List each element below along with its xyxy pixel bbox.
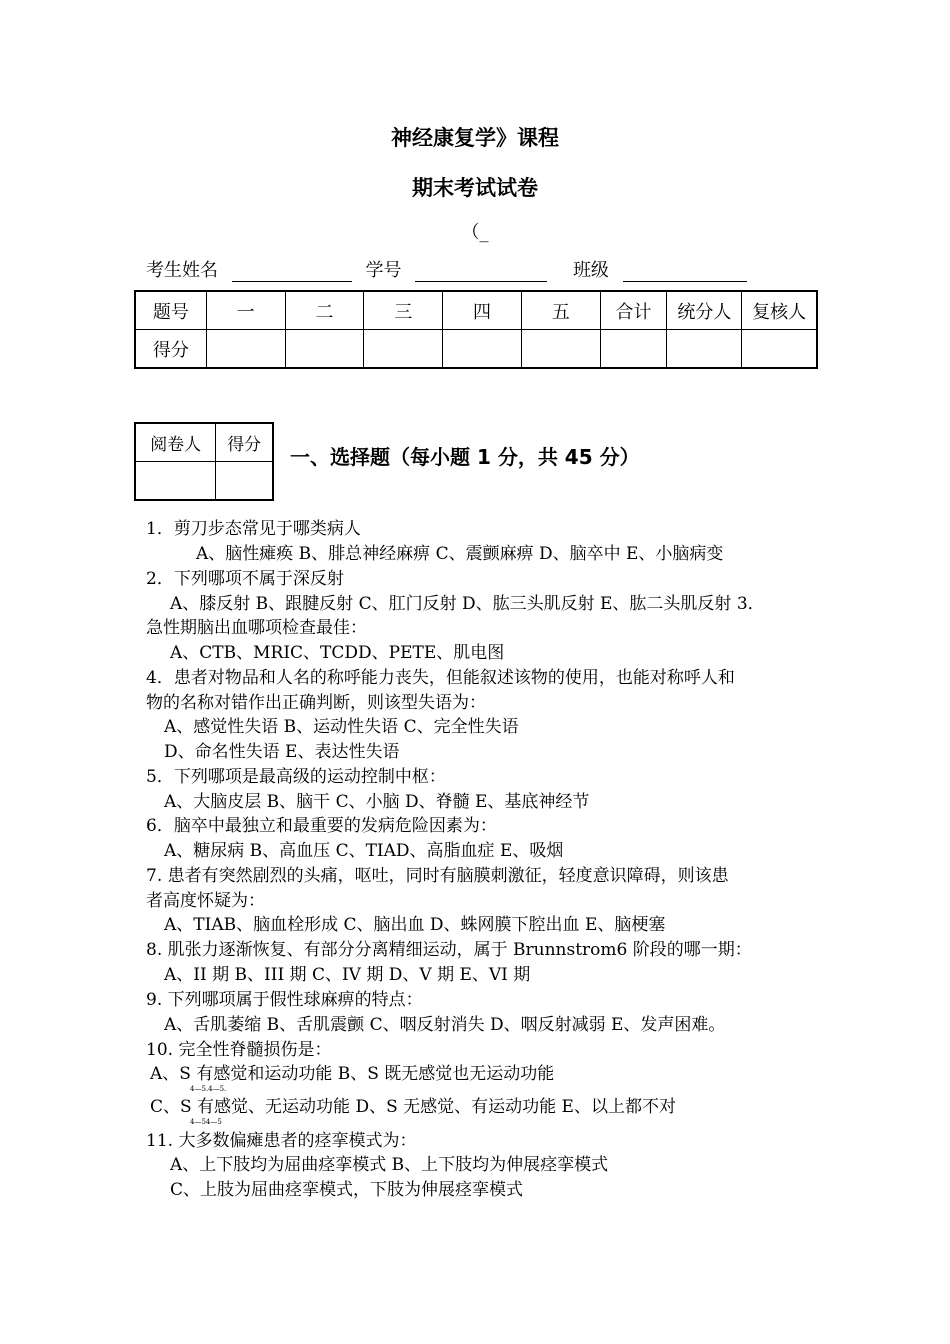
question-line: 6．脑卒中最独立和最重要的发病危险因素为： <box>146 816 497 836</box>
table-cell: 五 <box>521 291 600 330</box>
table-cell: 得分 <box>135 330 206 369</box>
subscript-note: 4—5.4—5. <box>190 1085 227 1093</box>
score-input-cell[interactable] <box>600 330 667 369</box>
answer-options: A、感觉性失语 B、运动性失语 C、完全性失语 <box>164 717 519 737</box>
question-line: 2．下列哪项不属于深反射 <box>146 569 344 589</box>
question-line: 5．下列哪项是最高级的运动控制中枢： <box>146 767 446 787</box>
score-input-cell[interactable] <box>285 330 364 369</box>
score-input-cell[interactable] <box>364 330 443 369</box>
answer-options: C、上肢为屈曲痉挛模式，下肢为伸展痉挛模式 <box>170 1180 524 1200</box>
score-input-cell[interactable] <box>667 330 742 369</box>
score-table-score-row <box>135 330 817 369</box>
section-title: 一、选择题（每小题 1 分，共 45 分） <box>290 445 640 469</box>
table-cell: 一 <box>206 291 285 330</box>
question-line: 9. 下列哪项属于假性球麻痹的特点： <box>146 990 423 1010</box>
question-line: 者高度怀疑为： <box>146 891 265 911</box>
question-line: 10. 完全性脊髓损伤是： <box>146 1040 332 1060</box>
score-label: 得分 <box>216 423 273 462</box>
table-cell: 统分人 <box>667 291 742 330</box>
class-field[interactable] <box>623 261 747 282</box>
table-cell: 三 <box>364 291 443 330</box>
score-input-cell[interactable] <box>521 330 600 369</box>
table-cell: 合计 <box>600 291 667 330</box>
table-cell: 四 <box>443 291 522 330</box>
question-line: 物的名称对错作出正确判断，则该型失语为： <box>146 693 486 713</box>
score-input-cell[interactable] <box>206 330 285 369</box>
score-input-cell[interactable] <box>742 330 817 369</box>
question-line: 4．患者对物品和人名的称呼能力丧失，但能叙述该物的使用，也能对称呼人和 <box>146 668 735 688</box>
exam-title-final: 期末考试试卷 <box>412 176 538 200</box>
answer-options: A、膝反射 B、跟腱反射 C、肛门反射 D、肱三头肌反射 E、肱二头肌反射 3． <box>170 594 765 614</box>
answer-options: A、糖尿病 B、高血压 C、TIAD、高脂血症 E、吸烟 <box>164 841 564 861</box>
score-input-cell[interactable] <box>216 462 273 501</box>
question-line: 11. 大多数偏瘫患者的痉挛模式为： <box>146 1131 417 1151</box>
score-table-header-row <box>135 291 817 330</box>
question-line: 8. 肌张力逐渐恢复、有部分分离精细运动，属于 Brunnstrom6 阶段的哪一期： <box>146 940 752 960</box>
answer-options: A、脑性瘫痪 B、腓总神经麻痹 C、震颤麻痹 D、脑卒中 E、小脑病变 <box>196 544 724 564</box>
grader-box <box>134 422 274 501</box>
answer-options: A、舌肌萎缩 B、舌肌震颤 C、咽反射消失 D、咽反射减弱 E、发声困难。 <box>164 1015 726 1035</box>
table-cell: 复核人 <box>742 291 817 330</box>
answer-options: A、大脑皮层 B、脑干 C、小脑 D、脊髓 E、基底神经节 <box>164 792 590 812</box>
answer-options: A、上下肢均为屈曲痉挛模式 B、上下肢均为伸展痉挛模式 <box>170 1155 609 1175</box>
table-cell: 二 <box>285 291 364 330</box>
answer-options: A、II 期 B、III 期 C、IV 期 D、V 期 E、VI 期 <box>164 965 531 985</box>
student-id-label: 学号 <box>365 260 402 281</box>
question-line: 1．剪刀步态常见于哪类病人 <box>146 519 361 539</box>
answer-options: C、S 有感觉、无运动功能 D、S 无感觉、有运动功能 E、以上都不对 <box>150 1097 676 1117</box>
reader-input-cell[interactable] <box>135 462 216 501</box>
table-cell: 题号 <box>135 291 206 330</box>
answer-options: D、命名性失语 E、表达性失语 <box>164 742 400 762</box>
student-id-field[interactable] <box>415 261 547 282</box>
reader-label: 阅卷人 <box>135 423 216 462</box>
answer-options: A、S 有感觉和运动功能 B、S 既无感觉也无运动功能 <box>150 1064 555 1084</box>
student-info-line <box>146 256 755 282</box>
answer-options: A、TIAB、脑血栓形成 C、脑出血 D、蛛网膜下腔出血 E、脑梗塞 <box>164 915 666 935</box>
score-input-cell[interactable] <box>443 330 522 369</box>
question-line: 7. 患者有突然剧烈的头痛，呕吐，同时有脑膜刺激征，轻度意识障碍，则该患 <box>146 866 729 886</box>
answer-options: A、CTB、MRIC、TCDD、PETE、肌电图 <box>170 643 505 663</box>
name-field[interactable] <box>232 261 352 282</box>
exam-title-course: 神经康复学》课程 <box>391 126 559 150</box>
subscript-note: 4—54—5 <box>190 1118 222 1126</box>
question-line: 急性期脑出血哪项检查最佳： <box>146 618 367 638</box>
class-label: 班级 <box>572 260 609 281</box>
exam-title-paren: （_ <box>461 222 489 243</box>
name-label: 考生姓名 <box>146 260 218 281</box>
score-table <box>134 290 818 369</box>
